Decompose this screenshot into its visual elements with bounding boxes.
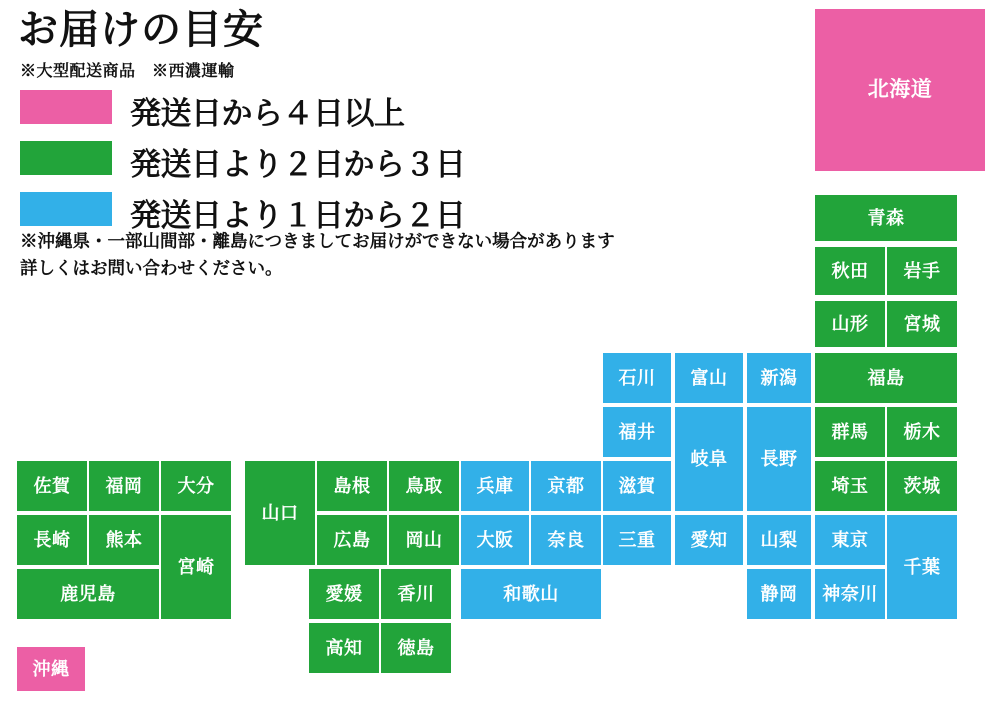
legend-item-2 bbox=[20, 192, 620, 233]
prefecture-cell: 新潟 bbox=[746, 352, 812, 404]
prefecture-cell: 香川 bbox=[380, 568, 452, 620]
prefecture-cell: 佐賀 bbox=[16, 460, 88, 512]
prefecture-cell: 愛媛 bbox=[308, 568, 380, 620]
prefecture-cell: 愛知 bbox=[674, 514, 744, 566]
legend-label-0: 発送日から４日以上 bbox=[130, 96, 405, 131]
delivery-note: ※沖縄県・一部山間部・離島につきましてお届けができない場合があります 詳しくはお問い合わせください。 bbox=[20, 231, 615, 279]
prefecture-cell: 島根 bbox=[316, 460, 388, 512]
prefecture-cell: 山梨 bbox=[746, 514, 812, 566]
prefecture-cell: 茨城 bbox=[886, 460, 958, 512]
prefecture-cell: 富山 bbox=[674, 352, 744, 404]
legend-swatch-2 bbox=[20, 192, 112, 226]
prefecture-cell: 青森 bbox=[814, 194, 958, 242]
prefecture-cell: 宮城 bbox=[886, 300, 958, 348]
prefecture-cell: 滋賀 bbox=[602, 460, 672, 512]
prefecture-cell: 福島 bbox=[814, 352, 958, 404]
prefecture-cell: 宮崎 bbox=[160, 514, 232, 620]
prefecture-cell: 岩手 bbox=[886, 246, 958, 296]
prefecture-cell: 熊本 bbox=[88, 514, 160, 566]
prefecture-cell: 鳥取 bbox=[388, 460, 460, 512]
legend-swatch-0 bbox=[20, 90, 112, 124]
prefecture-cell: 長崎 bbox=[16, 514, 88, 566]
page-subtitle: ※大型配送商品 ※西濃運輸 bbox=[20, 63, 235, 80]
prefecture-cell: 福井 bbox=[602, 406, 672, 458]
prefecture-cell: 埼玉 bbox=[814, 460, 886, 512]
prefecture-cell: 岐阜 bbox=[674, 406, 744, 512]
prefecture-cell: 三重 bbox=[602, 514, 672, 566]
prefecture-cell: 広島 bbox=[316, 514, 388, 566]
prefecture-cell: 山口 bbox=[244, 460, 316, 566]
prefecture-cell: 和歌山 bbox=[460, 568, 602, 620]
prefecture-cell: 大分 bbox=[160, 460, 232, 512]
prefecture-cell: 石川 bbox=[602, 352, 672, 404]
page-title: お届けの目安 bbox=[18, 8, 264, 52]
prefecture-cell: 北海道 bbox=[814, 8, 986, 172]
prefecture-cell: 奈良 bbox=[530, 514, 602, 566]
legend-swatch-1 bbox=[20, 141, 112, 175]
prefecture-cell: 京都 bbox=[530, 460, 602, 512]
legend-item-1 bbox=[20, 141, 620, 182]
prefecture-cell: 千葉 bbox=[886, 514, 958, 620]
prefecture-cell: 山形 bbox=[814, 300, 886, 348]
prefecture-cell: 兵庫 bbox=[460, 460, 530, 512]
prefecture-cell: 静岡 bbox=[746, 568, 812, 620]
legend-label-1: 発送日より２日から３日 bbox=[130, 147, 466, 182]
prefecture-cell: 高知 bbox=[308, 622, 380, 674]
prefecture-cell: 群馬 bbox=[814, 406, 886, 458]
prefecture-cell: 沖縄 bbox=[16, 646, 86, 692]
legend-item-0 bbox=[20, 90, 620, 131]
prefecture-cell: 栃木 bbox=[886, 406, 958, 458]
legend-label-2: 発送日より１日から２日 bbox=[130, 198, 466, 233]
prefecture-cell: 長野 bbox=[746, 406, 812, 512]
prefecture-cell: 神奈川 bbox=[814, 568, 886, 620]
prefecture-cell: 福岡 bbox=[88, 460, 160, 512]
prefecture-cell: 徳島 bbox=[380, 622, 452, 674]
prefecture-cell: 鹿児島 bbox=[16, 568, 160, 620]
prefecture-cell: 岡山 bbox=[388, 514, 460, 566]
prefecture-cell: 秋田 bbox=[814, 246, 886, 296]
prefecture-cell: 東京 bbox=[814, 514, 886, 566]
prefecture-cell: 大阪 bbox=[460, 514, 530, 566]
